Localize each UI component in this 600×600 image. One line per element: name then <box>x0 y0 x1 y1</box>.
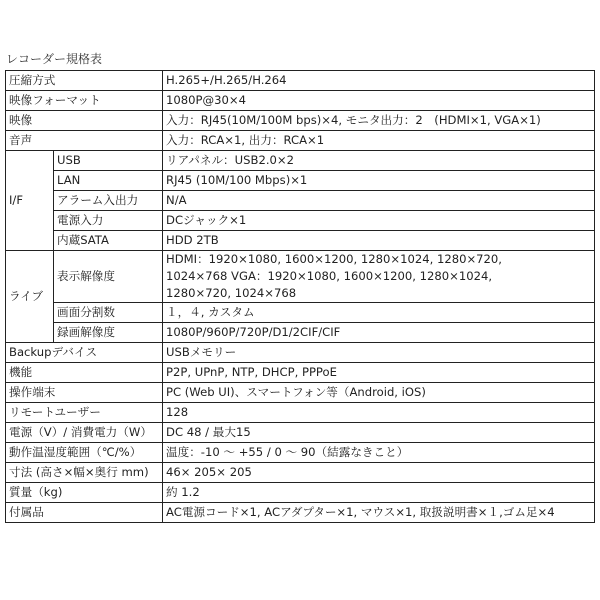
table-row <box>6 211 595 231</box>
row-label: 映像 <box>6 111 163 131</box>
row-label: LAN <box>54 171 163 191</box>
table-row <box>6 503 595 523</box>
row-label: 寸法 (高さ×幅×奥行 mm) <box>6 463 163 483</box>
row-label: アラーム入出力 <box>54 191 163 211</box>
table-row <box>6 251 595 303</box>
row-value: DC 48 / 最大15 <box>163 423 595 443</box>
spec-table <box>5 70 595 523</box>
row-value: １，４, カスタム <box>163 303 595 323</box>
row-value: N/A <box>163 191 595 211</box>
row-value: H.265+/H.265/H.264 <box>163 71 595 91</box>
table-caption: レコーダー規格表 <box>6 52 103 66</box>
table-row <box>6 111 595 131</box>
row-value-multiline <box>163 251 595 303</box>
table-row <box>6 423 595 443</box>
row-label: 電源（V）/ 消費電力（W） <box>6 423 163 443</box>
table-row <box>6 231 595 251</box>
table-row <box>6 171 595 191</box>
row-label: リモートユーザー <box>6 403 163 423</box>
row-value: AC電源コード×1, ACアダプター×1, マウス×1, 取扱説明書×１,ゴム足×4 <box>163 503 595 523</box>
row-value: RJ45 (10M/100 Mbps)×1 <box>163 171 595 191</box>
row-label: 録画解像度 <box>54 323 163 343</box>
row-label: 内蔵SATA <box>54 231 163 251</box>
row-value: PC (Web UI)、スマートフォン等（Android, iOS) <box>163 383 595 403</box>
table-row <box>6 463 595 483</box>
row-label: 質量（kg) <box>6 483 163 503</box>
value-line: 1024×768 VGA：1920×1080, 1600×1200, 1280×1024, <box>166 269 493 283</box>
row-value: 入力：RCA×1, 出力：RCA×1 <box>163 131 595 151</box>
row-value: P2P, UPnP, NTP, DHCP, PPPoE <box>163 363 595 383</box>
row-label: 画面分割数 <box>54 303 163 323</box>
table-row <box>6 383 595 403</box>
table-row <box>6 443 595 463</box>
row-value: 約 1.2 <box>163 483 595 503</box>
table-row <box>6 71 595 91</box>
row-label: 表示解像度 <box>54 251 163 303</box>
group-label-live: ライブ <box>6 251 54 343</box>
row-value: 128 <box>163 403 595 423</box>
row-label: 音声 <box>6 131 163 151</box>
row-label: Backupデバイス <box>6 343 163 363</box>
table-row <box>6 343 595 363</box>
row-value: 1080P@30×4 <box>163 91 595 111</box>
row-value: リアパネル：USB2.0×2 <box>163 151 595 171</box>
row-value: USBメモリー <box>163 343 595 363</box>
table-row <box>6 403 595 423</box>
row-value: DCジャック×1 <box>163 211 595 231</box>
value-line: 1280×720, 1024×768 <box>166 286 297 300</box>
row-label: 圧縮方式 <box>6 71 163 91</box>
group-label-io: I/F <box>6 151 54 251</box>
table-row <box>6 483 595 503</box>
row-value: 1080P/960P/720P/D1/2CIF/CIF <box>163 323 595 343</box>
table-row <box>6 363 595 383</box>
row-value: 46× 205× 205 <box>163 463 595 483</box>
table-row <box>6 191 595 211</box>
row-label: 動作温湿度範囲（℃/%） <box>6 443 163 463</box>
table-row <box>6 131 595 151</box>
row-label: 操作端末 <box>6 383 163 403</box>
table-row <box>6 91 595 111</box>
table-row <box>6 323 595 343</box>
row-value: HDD 2TB <box>163 231 595 251</box>
row-label: 映像フォーマット <box>6 91 163 111</box>
row-label: 付属品 <box>6 503 163 523</box>
row-value: 入力：RJ45(10M/100M bps)×4, モニタ出力：2 (HDMI×1, VGA×1) <box>163 111 595 131</box>
row-label: 電源入力 <box>54 211 163 231</box>
table-row <box>6 151 595 171</box>
table-row <box>6 303 595 323</box>
row-label: 機能 <box>6 363 163 383</box>
row-value: 温度：-10 ～ +55 / 0 ～ 90（結露なきこと） <box>163 443 595 463</box>
row-label: USB <box>54 151 163 171</box>
value-line: HDMI：1920×1080, 1600×1200, 1280×1024, 1280×720, <box>166 252 502 266</box>
